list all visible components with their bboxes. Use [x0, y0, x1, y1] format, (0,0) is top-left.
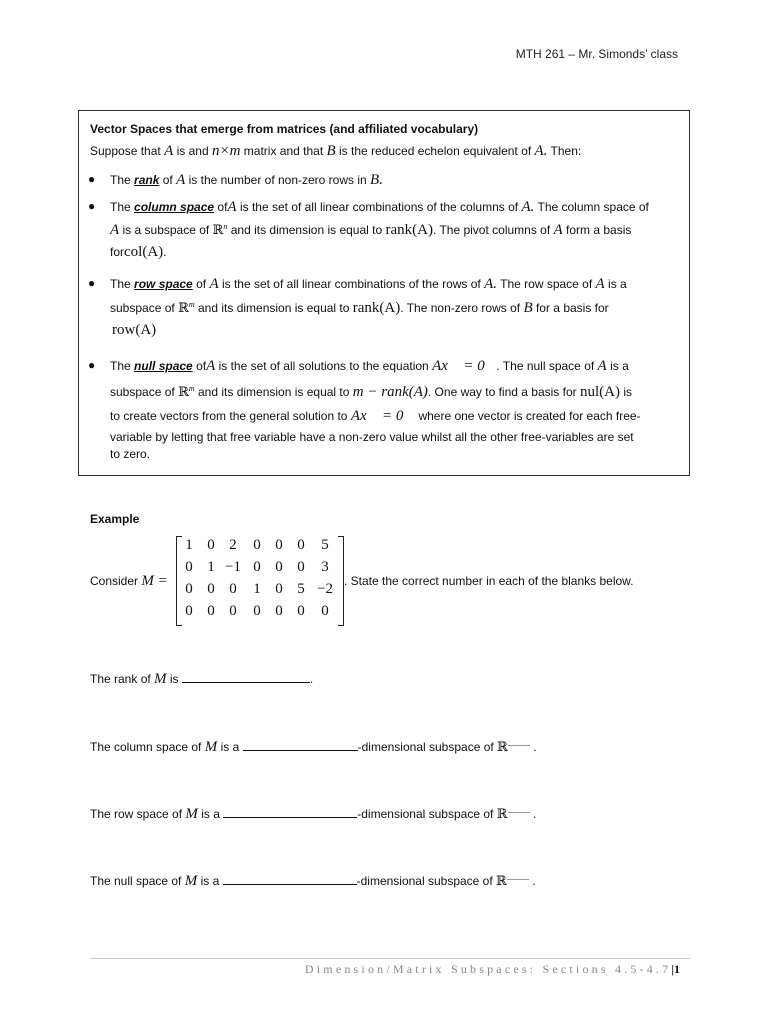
text: The [110, 173, 131, 187]
matrix-M [176, 536, 344, 626]
matrix-cell: −1 [225, 559, 241, 575]
bullet-icon: ● [88, 358, 96, 372]
math-B: B [326, 143, 336, 159]
text: . [309, 672, 314, 686]
math-M: M [185, 806, 198, 822]
text: subspace of [110, 301, 175, 315]
text: The column space of [90, 740, 202, 754]
term-null-space: null space [134, 359, 193, 373]
matrix-cell: 0 [185, 603, 193, 619]
superscript-n: n [223, 222, 228, 231]
text: -dimensional subspace of [357, 740, 494, 754]
text: The null space of [90, 874, 182, 888]
text: is [169, 672, 179, 686]
row-definition-line1 [110, 276, 627, 292]
intro-text: Suppose that [90, 144, 161, 158]
answer-blank-column-dimension[interactable] [243, 738, 358, 751]
footer-divider [90, 958, 690, 959]
math-A: A [553, 222, 563, 238]
intro-text: matrix and that [243, 144, 324, 158]
matrix-cell: 0 [253, 603, 261, 619]
matrix-cell: 5 [321, 537, 329, 553]
reals-symbol: ℝ [178, 385, 189, 400]
text: and its dimension is equal to [198, 301, 350, 315]
text: of [196, 277, 207, 291]
math-M: M [184, 873, 198, 889]
text: . [532, 807, 537, 821]
text: is a [200, 874, 220, 888]
matrix-cell: 1 [253, 581, 261, 597]
math-A: A. [484, 276, 498, 292]
reals-symbol: ℝ [496, 807, 508, 822]
text: of [217, 200, 228, 214]
text: is the set of all solutions to the equation [218, 359, 429, 373]
text: and its dimension is equal to [198, 385, 350, 399]
math-col-A: col(A) [124, 244, 164, 260]
text: to create vectors from the general solution to [110, 409, 348, 423]
text: form a basis [566, 223, 632, 237]
matrix-cell: 0 [207, 603, 215, 619]
math-M-equals: M = [141, 573, 168, 589]
example-instruction: . State the correct number in each of the blanks below. [344, 574, 634, 588]
matrix-cell: 0 [275, 559, 283, 575]
term-row-space: row space [134, 277, 193, 291]
matrix-cell: 0 [207, 537, 215, 553]
text: is [623, 385, 632, 399]
text: . The null space of [496, 359, 595, 373]
matrix-cell: 5 [297, 581, 305, 597]
math-nm: n×m [211, 143, 241, 159]
matrix-cell: −2 [317, 581, 333, 597]
matrix-cell: 3 [321, 559, 329, 575]
superscript-m: m [188, 300, 195, 309]
row-definition-line3 [112, 322, 156, 338]
question-null-space [90, 872, 536, 890]
answer-blank-null-dimension[interactable] [223, 872, 357, 885]
box-intro [90, 143, 581, 159]
footer-separator: | [671, 962, 674, 976]
col-definition-line1 [110, 199, 649, 215]
matrix-cell: 0 [253, 559, 261, 575]
math-nul-A: nul(A) [579, 384, 620, 400]
text: The [110, 359, 131, 373]
example-heading: Example [90, 512, 140, 526]
math-B: B [523, 300, 533, 316]
null-definition-line3 [110, 408, 641, 424]
math-equation: Ax⃗ = 0⃗ [432, 358, 497, 374]
text: is a subspace of [122, 223, 210, 237]
math-A: A [597, 358, 607, 374]
text: The [110, 277, 131, 291]
col-definition-line3 [110, 244, 167, 260]
matrix-cell: 0 [207, 581, 215, 597]
answer-blank-null-exponent[interactable] [507, 873, 529, 880]
text: . [532, 874, 536, 888]
matrix-cell: 0 [275, 603, 283, 619]
text: -dimensional subspace of [356, 874, 493, 888]
matrix-cell: 0 [229, 603, 237, 619]
reals-symbol: ℝ [497, 740, 508, 755]
matrix-cell: 0 [275, 581, 283, 597]
text: for a basis for [535, 301, 609, 315]
matrix-cell: 1 [207, 559, 215, 575]
reals-symbol: ℝ [212, 223, 224, 238]
box-title: Vector Spaces that emerge from matrices (and affiliated vocabulary) [90, 122, 479, 136]
math-equation: Ax⃗ = 0⃗ [350, 408, 416, 424]
example-consider [90, 573, 168, 589]
math-rank-A: rank(A) [385, 222, 433, 238]
text: of [162, 173, 173, 187]
text: . One way to find a basis for [427, 385, 577, 399]
matrix-cell: 2 [229, 537, 237, 553]
matrix-cell: 0 [297, 603, 305, 619]
page-header: MTH 261 – Mr. Simonds’ class [515, 47, 678, 61]
math-A: A [227, 199, 237, 215]
text: The column space of [537, 200, 649, 214]
text: is the set of all linear combinations of the columns of [239, 200, 519, 214]
matrix-cell: 0 [185, 581, 193, 597]
reals-symbol: ℝ [178, 301, 189, 316]
bullet-icon: ● [88, 276, 96, 290]
text: The rank of [90, 672, 151, 686]
math-A: A [209, 276, 219, 292]
null-definition-line2 [110, 381, 632, 401]
text: . [533, 740, 537, 754]
reals-symbol: ℝ [496, 874, 507, 889]
answer-blank-column-exponent[interactable] [508, 739, 530, 746]
math-M: M [204, 739, 218, 755]
text: The row space of [500, 277, 593, 291]
matrix-cell: 0 [275, 537, 283, 553]
math-m-minus-rank: m − rank(A) [352, 384, 428, 400]
text: is the number of non-zero rows in [188, 173, 367, 187]
page-number: 1 [674, 962, 680, 976]
answer-blank-row-dimension[interactable] [223, 805, 357, 818]
text: Consider [90, 574, 139, 588]
text: . The non-zero rows of [400, 301, 521, 315]
math-A: A [176, 172, 186, 188]
text: The [110, 200, 131, 214]
math-A: A. [534, 143, 548, 159]
null-definition-line4: variable by letting that free variable have a non-zero value whilst all the other free-variables are set [110, 430, 634, 444]
math-M: M [154, 671, 167, 687]
bullet-icon: ● [88, 199, 96, 213]
text: where one vector is created for each free- [418, 409, 641, 423]
matrix-cell: 0 [253, 537, 261, 553]
math-A: A. [521, 199, 535, 215]
rank-definition [110, 172, 383, 188]
answer-blank-rank[interactable] [182, 670, 310, 683]
matrix-cell: 0 [321, 603, 329, 619]
text: and its dimension is equal to [230, 223, 383, 237]
col-definition-line2 [110, 219, 631, 239]
math-B: B. [370, 172, 383, 188]
text: is a [610, 359, 629, 373]
matrix-cell: 0 [297, 537, 305, 553]
matrix-cell: 1 [185, 537, 193, 553]
matrix-cell: 0 [297, 559, 305, 575]
superscript-m: m [188, 384, 195, 393]
text: is a [608, 277, 627, 291]
term-column-space: column space [134, 200, 215, 214]
text: -dimensional subspace of [357, 807, 494, 821]
text: . [163, 245, 167, 259]
intro-text: is the reduced echelon equivalent of [339, 144, 532, 158]
null-definition-line1 [110, 358, 629, 374]
text: is a [220, 740, 240, 754]
math-A: A [164, 143, 174, 159]
text: . The pivot columns of [433, 223, 551, 237]
bullet-icon: ● [88, 172, 96, 186]
math-A: A [206, 358, 216, 374]
matrix-cell: 0 [185, 559, 193, 575]
row-definition-line2 [110, 297, 609, 317]
math-rank-A: rank(A) [352, 300, 401, 316]
math-A: A [595, 276, 605, 292]
text: The row space of [90, 807, 183, 821]
page-footer [305, 962, 680, 977]
matrix-cell: 0 [229, 581, 237, 597]
text: subspace of [110, 385, 175, 399]
text: for [110, 245, 125, 259]
text: is a [201, 807, 220, 821]
math-A: A [110, 222, 120, 238]
question-column-space [90, 738, 537, 756]
text: of [196, 359, 207, 373]
null-definition-line5: to zero. [110, 447, 151, 461]
intro-text: Then: [550, 144, 582, 158]
text: is the set of all linear combinations of the rows of [221, 277, 481, 291]
math-row-A: row(A) [112, 322, 157, 338]
answer-blank-row-exponent[interactable] [508, 806, 530, 813]
question-row-space [90, 805, 536, 823]
intro-text: is and [176, 144, 209, 158]
footer-title: Dimension/Matrix Subspaces: Sections 4.5-4.7 [304, 962, 672, 976]
term-rank: rank [134, 173, 160, 187]
question-rank [90, 670, 313, 687]
